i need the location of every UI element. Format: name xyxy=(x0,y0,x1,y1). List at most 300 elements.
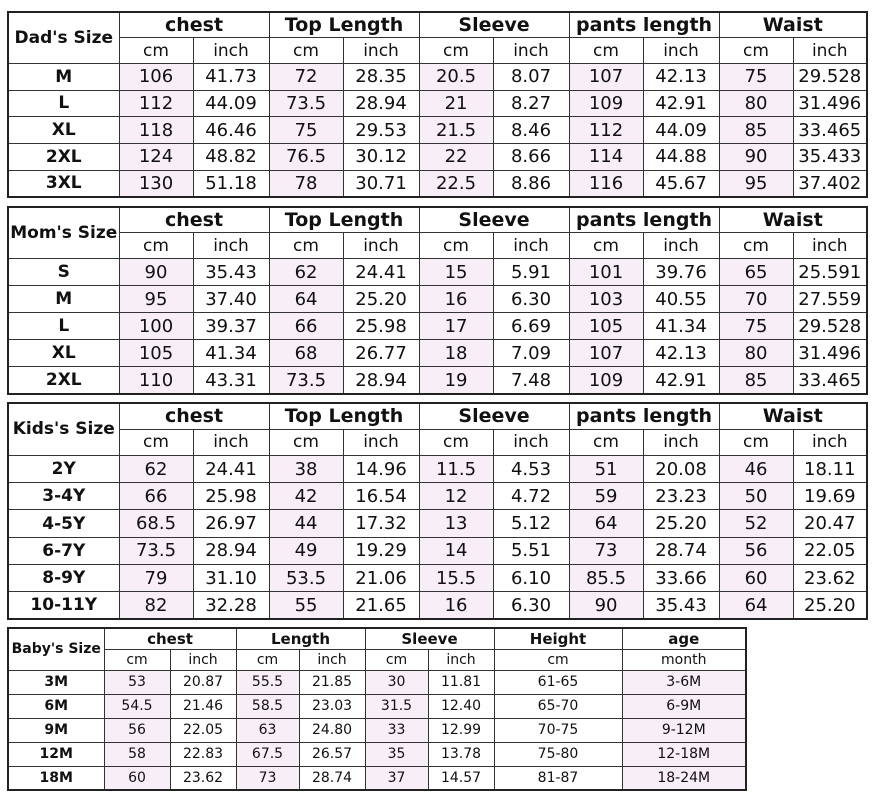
table-cell: 52 xyxy=(719,510,793,537)
size-label: XL xyxy=(8,340,119,367)
table-cell: 76.5 xyxy=(269,144,343,171)
table-title: Baby's Size xyxy=(8,628,104,670)
unit-header: inch xyxy=(793,38,867,64)
table-cell: 43.31 xyxy=(193,367,269,394)
table-cell: 62 xyxy=(269,259,343,286)
unit-header: inch xyxy=(193,233,269,259)
table-cell: 42.13 xyxy=(643,340,719,367)
table-cell: 25.20 xyxy=(343,286,419,313)
table-cell: 100 xyxy=(119,313,193,340)
table-cell: 35.43 xyxy=(193,259,269,286)
table-cell: 112 xyxy=(569,117,643,144)
unit-header: inch xyxy=(299,649,365,670)
table-cell: 75-80 xyxy=(494,742,622,766)
table-cell: 8.27 xyxy=(493,90,569,117)
unit-header: cm xyxy=(119,429,193,455)
table-cell: 25.20 xyxy=(793,592,867,619)
table-cell: 25.98 xyxy=(193,483,269,510)
table-cell: 17 xyxy=(419,313,493,340)
unit-header: inch xyxy=(428,649,494,670)
column-group-header: Length xyxy=(236,628,365,649)
unit-header: inch xyxy=(793,429,867,455)
table-cell: 12.99 xyxy=(428,718,494,742)
table-row xyxy=(8,564,867,591)
table-cell: 42.91 xyxy=(643,367,719,394)
column-group-header: chest xyxy=(119,12,269,38)
header-row xyxy=(8,403,867,429)
size-label: 12M xyxy=(8,742,104,766)
table-cell: 21 xyxy=(419,90,493,117)
unit-header: inch xyxy=(643,233,719,259)
table-cell: 103 xyxy=(569,286,643,313)
unit-header: inch xyxy=(793,233,867,259)
size-label: 8-9Y xyxy=(8,564,119,591)
table-row xyxy=(8,286,867,313)
table-cell: 8.86 xyxy=(493,170,569,197)
table-cell: 14.57 xyxy=(428,766,494,790)
column-group-header: Waist xyxy=(719,207,867,233)
table-cell: 75 xyxy=(269,117,343,144)
table-cell: 41.34 xyxy=(193,340,269,367)
table-cell: 12.40 xyxy=(428,694,494,718)
table-cell: 28.35 xyxy=(343,63,419,90)
table-cell: 35.433 xyxy=(793,144,867,171)
table-cell: 60 xyxy=(104,766,170,790)
table-cell: 35 xyxy=(365,742,428,766)
table-cell: 109 xyxy=(569,367,643,394)
column-group-header: chest xyxy=(104,628,236,649)
table-cell: 65 xyxy=(719,259,793,286)
unit-header: inch xyxy=(343,233,419,259)
table-cell: 22.05 xyxy=(170,718,236,742)
table-row xyxy=(8,117,867,144)
table-cell: 90 xyxy=(119,259,193,286)
unit-header: cm xyxy=(365,649,428,670)
table-cell: 44 xyxy=(269,510,343,537)
table-cell: 44.88 xyxy=(643,144,719,171)
size-label: 3-4Y xyxy=(8,483,119,510)
table-row xyxy=(8,718,746,742)
unit-header: inch xyxy=(493,233,569,259)
table-cell: 29.528 xyxy=(793,63,867,90)
table-cell: 50 xyxy=(719,483,793,510)
babys-size-table xyxy=(7,627,747,791)
table-cell: 11.81 xyxy=(428,670,494,694)
table-cell: 38 xyxy=(269,455,343,482)
table-cell: 31.496 xyxy=(793,90,867,117)
column-group-header: Top Length xyxy=(269,207,419,233)
table-cell: 13 xyxy=(419,510,493,537)
table-cell: 112 xyxy=(119,90,193,117)
table-cell: 3-6M xyxy=(622,670,746,694)
table-cell: 75 xyxy=(719,313,793,340)
table-cell: 37 xyxy=(365,766,428,790)
unit-header: cm xyxy=(419,38,493,64)
unit-header: inch xyxy=(170,649,236,670)
table-cell: 15 xyxy=(419,259,493,286)
table-cell: 20.47 xyxy=(793,510,867,537)
table-cell: 80 xyxy=(719,340,793,367)
table-row xyxy=(8,367,867,394)
table-cell: 73.5 xyxy=(269,367,343,394)
table-cell: 16.54 xyxy=(343,483,419,510)
unit-row xyxy=(8,649,746,670)
table-cell: 85 xyxy=(719,117,793,144)
size-label: 4-5Y xyxy=(8,510,119,537)
size-label: M xyxy=(8,63,119,90)
table-cell: 22 xyxy=(419,144,493,171)
table-cell: 73.5 xyxy=(269,90,343,117)
table-cell: 73.5 xyxy=(119,537,193,564)
column-group-header: pants length xyxy=(569,12,719,38)
table-cell: 37.402 xyxy=(793,170,867,197)
table-cell: 27.559 xyxy=(793,286,867,313)
table-cell: 19.69 xyxy=(793,483,867,510)
table-cell: 24.41 xyxy=(343,259,419,286)
table-cell: 33.465 xyxy=(793,367,867,394)
table-cell: 17.32 xyxy=(343,510,419,537)
table-cell: 22.83 xyxy=(170,742,236,766)
table-cell: 26.77 xyxy=(343,340,419,367)
table-cell: 6.30 xyxy=(493,286,569,313)
table-cell: 42 xyxy=(269,483,343,510)
table-cell: 105 xyxy=(119,340,193,367)
column-group-header: age xyxy=(622,628,746,649)
table-cell: 14.96 xyxy=(343,455,419,482)
unit-header: cm xyxy=(419,233,493,259)
table-cell: 55 xyxy=(269,592,343,619)
table-cell: 5.91 xyxy=(493,259,569,286)
table-cell: 53.5 xyxy=(269,564,343,591)
table-cell: 32.28 xyxy=(193,592,269,619)
table-cell: 26.97 xyxy=(193,510,269,537)
unit-header: cm xyxy=(494,649,622,670)
table-cell: 63 xyxy=(236,718,299,742)
table-cell: 124 xyxy=(119,144,193,171)
table-cell: 85 xyxy=(719,367,793,394)
table-cell: 79 xyxy=(119,564,193,591)
table-cell: 95 xyxy=(719,170,793,197)
table-title: Dad's Size xyxy=(8,12,119,63)
column-group-header: Sleeve xyxy=(419,403,569,429)
table-cell: 24.41 xyxy=(193,455,269,482)
table-row xyxy=(8,313,867,340)
size-label: S xyxy=(8,259,119,286)
table-cell: 28.94 xyxy=(193,537,269,564)
unit-header: cm xyxy=(269,233,343,259)
table-cell: 65-70 xyxy=(494,694,622,718)
size-label: 10-11Y xyxy=(8,592,119,619)
table-cell: 46 xyxy=(719,455,793,482)
table-cell: 56 xyxy=(104,718,170,742)
table-cell: 20.5 xyxy=(419,63,493,90)
table-cell: 13.78 xyxy=(428,742,494,766)
table-cell: 78 xyxy=(269,170,343,197)
table-cell: 28.94 xyxy=(343,367,419,394)
size-label: 2XL xyxy=(8,144,119,171)
table-cell: 23.23 xyxy=(643,483,719,510)
table-cell: 4.72 xyxy=(493,483,569,510)
size-label: 18M xyxy=(8,766,104,790)
table-cell: 45.67 xyxy=(643,170,719,197)
column-group-header: Sleeve xyxy=(419,207,569,233)
size-label: 9M xyxy=(8,718,104,742)
unit-row xyxy=(8,233,867,259)
table-row xyxy=(8,766,746,790)
table-cell: 61-65 xyxy=(494,670,622,694)
header-row xyxy=(8,628,746,649)
size-label: 3M xyxy=(8,670,104,694)
table-row xyxy=(8,340,867,367)
column-group-header: Sleeve xyxy=(419,12,569,38)
column-group-header: Waist xyxy=(719,12,867,38)
table-cell: 44.09 xyxy=(193,90,269,117)
column-group-header: Top Length xyxy=(269,12,419,38)
table-cell: 41.73 xyxy=(193,63,269,90)
table-cell: 28.94 xyxy=(343,90,419,117)
table-cell: 20.87 xyxy=(170,670,236,694)
table-cell: 35.43 xyxy=(643,592,719,619)
table-title: Mom's Size xyxy=(8,207,119,259)
header-row xyxy=(8,207,867,233)
table-cell: 40.55 xyxy=(643,286,719,313)
table-cell: 75 xyxy=(719,63,793,90)
unit-header: cm xyxy=(569,233,643,259)
unit-header: inch xyxy=(343,429,419,455)
header-row xyxy=(8,12,867,38)
size-label: 2XL xyxy=(8,367,119,394)
table-cell: 44.09 xyxy=(643,117,719,144)
table-cell: 101 xyxy=(569,259,643,286)
table-row xyxy=(8,592,867,619)
table-cell: 114 xyxy=(569,144,643,171)
table-row xyxy=(8,742,746,766)
table-cell: 9-12M xyxy=(622,718,746,742)
table-cell: 15.5 xyxy=(419,564,493,591)
table-cell: 42.91 xyxy=(643,90,719,117)
table-cell: 90 xyxy=(569,592,643,619)
table-cell: 81-87 xyxy=(494,766,622,790)
table-cell: 107 xyxy=(569,340,643,367)
table-cell: 5.12 xyxy=(493,510,569,537)
table-cell: 19 xyxy=(419,367,493,394)
table-cell: 109 xyxy=(569,90,643,117)
table-cell: 64 xyxy=(269,286,343,313)
table-cell: 28.74 xyxy=(643,537,719,564)
table-cell: 25.20 xyxy=(643,510,719,537)
table-row xyxy=(8,144,867,171)
table-cell: 59 xyxy=(569,483,643,510)
table-cell: 107 xyxy=(569,63,643,90)
table-cell: 42.13 xyxy=(643,63,719,90)
moms-size-table xyxy=(7,206,868,395)
unit-header: inch xyxy=(343,38,419,64)
table-cell: 48.82 xyxy=(193,144,269,171)
size-label: 2Y xyxy=(8,455,119,482)
table-row xyxy=(8,537,867,564)
table-cell: 6-9M xyxy=(622,694,746,718)
kids-size-table xyxy=(7,402,868,620)
table-cell: 12-18M xyxy=(622,742,746,766)
table-cell: 80 xyxy=(719,90,793,117)
table-cell: 106 xyxy=(119,63,193,90)
table-cell: 7.48 xyxy=(493,367,569,394)
table-cell: 23.62 xyxy=(793,564,867,591)
table-cell: 68.5 xyxy=(119,510,193,537)
table-cell: 26.57 xyxy=(299,742,365,766)
table-cell: 18-24M xyxy=(622,766,746,790)
unit-header: cm xyxy=(419,429,493,455)
table-cell: 64 xyxy=(569,510,643,537)
unit-header: cm xyxy=(569,429,643,455)
unit-header: inch xyxy=(493,429,569,455)
unit-header: cm xyxy=(719,429,793,455)
table-cell: 51 xyxy=(569,455,643,482)
table-cell: 73 xyxy=(569,537,643,564)
column-group-header: pants length xyxy=(569,403,719,429)
column-group-header: chest xyxy=(119,207,269,233)
unit-header: cm xyxy=(719,233,793,259)
size-label: 6-7Y xyxy=(8,537,119,564)
table-cell: 62 xyxy=(119,455,193,482)
column-group-header: chest xyxy=(119,403,269,429)
table-cell: 30 xyxy=(365,670,428,694)
table-cell: 53 xyxy=(104,670,170,694)
table-title: Kids's Size xyxy=(8,403,119,455)
table-cell: 30.12 xyxy=(343,144,419,171)
table-cell: 21.5 xyxy=(419,117,493,144)
table-cell: 28.74 xyxy=(299,766,365,790)
unit-header: inch xyxy=(493,38,569,64)
unit-header: cm xyxy=(119,38,193,64)
size-label: M xyxy=(8,286,119,313)
table-cell: 23.03 xyxy=(299,694,365,718)
table-cell: 6.69 xyxy=(493,313,569,340)
table-cell: 21.65 xyxy=(343,592,419,619)
table-cell: 14 xyxy=(419,537,493,564)
size-label: XL xyxy=(8,117,119,144)
dads-size-table xyxy=(7,11,868,198)
table-cell: 46.46 xyxy=(193,117,269,144)
unit-row xyxy=(8,38,867,64)
unit-header: cm xyxy=(269,38,343,64)
table-cell: 55.5 xyxy=(236,670,299,694)
table-cell: 66 xyxy=(119,483,193,510)
table-cell: 70 xyxy=(719,286,793,313)
table-cell: 8.66 xyxy=(493,144,569,171)
table-cell: 33 xyxy=(365,718,428,742)
table-cell: 105 xyxy=(569,313,643,340)
size-label: L xyxy=(8,90,119,117)
table-cell: 58 xyxy=(104,742,170,766)
table-cell: 5.51 xyxy=(493,537,569,564)
unit-row xyxy=(8,429,867,455)
table-cell: 110 xyxy=(119,367,193,394)
table-cell: 33.465 xyxy=(793,117,867,144)
table-cell: 64 xyxy=(719,592,793,619)
table-row xyxy=(8,63,867,90)
table-row xyxy=(8,510,867,537)
table-cell: 72 xyxy=(269,63,343,90)
table-cell: 21.06 xyxy=(343,564,419,591)
table-cell: 29.528 xyxy=(793,313,867,340)
size-label: 6M xyxy=(8,694,104,718)
table-cell: 24.80 xyxy=(299,718,365,742)
table-cell: 18.11 xyxy=(793,455,867,482)
unit-header: cm xyxy=(269,429,343,455)
table-cell: 6.30 xyxy=(493,592,569,619)
unit-header: month xyxy=(622,649,746,670)
unit-header: cm xyxy=(236,649,299,670)
table-row xyxy=(8,259,867,286)
table-cell: 29.53 xyxy=(343,117,419,144)
table-cell: 67.5 xyxy=(236,742,299,766)
table-cell: 68 xyxy=(269,340,343,367)
table-cell: 60 xyxy=(719,564,793,591)
table-cell: 16 xyxy=(419,592,493,619)
unit-header: cm xyxy=(719,38,793,64)
table-row xyxy=(8,670,746,694)
table-cell: 33.66 xyxy=(643,564,719,591)
table-cell: 39.37 xyxy=(193,313,269,340)
table-cell: 56 xyxy=(719,537,793,564)
unit-header: inch xyxy=(193,429,269,455)
table-row xyxy=(8,483,867,510)
table-cell: 21.46 xyxy=(170,694,236,718)
column-group-header: Sleeve xyxy=(365,628,494,649)
table-cell: 31.496 xyxy=(793,340,867,367)
table-cell: 6.10 xyxy=(493,564,569,591)
table-cell: 21.85 xyxy=(299,670,365,694)
table-cell: 73 xyxy=(236,766,299,790)
table-cell: 130 xyxy=(119,170,193,197)
table-cell: 8.46 xyxy=(493,117,569,144)
table-cell: 41.34 xyxy=(643,313,719,340)
table-cell: 16 xyxy=(419,286,493,313)
table-cell: 8.07 xyxy=(493,63,569,90)
unit-header: cm xyxy=(569,38,643,64)
table-cell: 118 xyxy=(119,117,193,144)
table-cell: 90 xyxy=(719,144,793,171)
table-row xyxy=(8,455,867,482)
table-row xyxy=(8,694,746,718)
unit-header: cm xyxy=(104,649,170,670)
table-cell: 85.5 xyxy=(569,564,643,591)
table-cell: 22.5 xyxy=(419,170,493,197)
table-cell: 12 xyxy=(419,483,493,510)
table-cell: 25.591 xyxy=(793,259,867,286)
table-cell: 39.76 xyxy=(643,259,719,286)
table-cell: 49 xyxy=(269,537,343,564)
table-cell: 51.18 xyxy=(193,170,269,197)
column-group-header: pants length xyxy=(569,207,719,233)
unit-header: inch xyxy=(643,38,719,64)
table-cell: 95 xyxy=(119,286,193,313)
size-label: L xyxy=(8,313,119,340)
unit-header: inch xyxy=(643,429,719,455)
table-cell: 82 xyxy=(119,592,193,619)
table-cell: 22.05 xyxy=(793,537,867,564)
table-cell: 58.5 xyxy=(236,694,299,718)
table-cell: 19.29 xyxy=(343,537,419,564)
column-group-header: Waist xyxy=(719,403,867,429)
table-cell: 66 xyxy=(269,313,343,340)
table-row xyxy=(8,90,867,117)
table-cell: 31.10 xyxy=(193,564,269,591)
table-cell: 18 xyxy=(419,340,493,367)
table-row xyxy=(8,170,867,197)
table-cell: 30.71 xyxy=(343,170,419,197)
